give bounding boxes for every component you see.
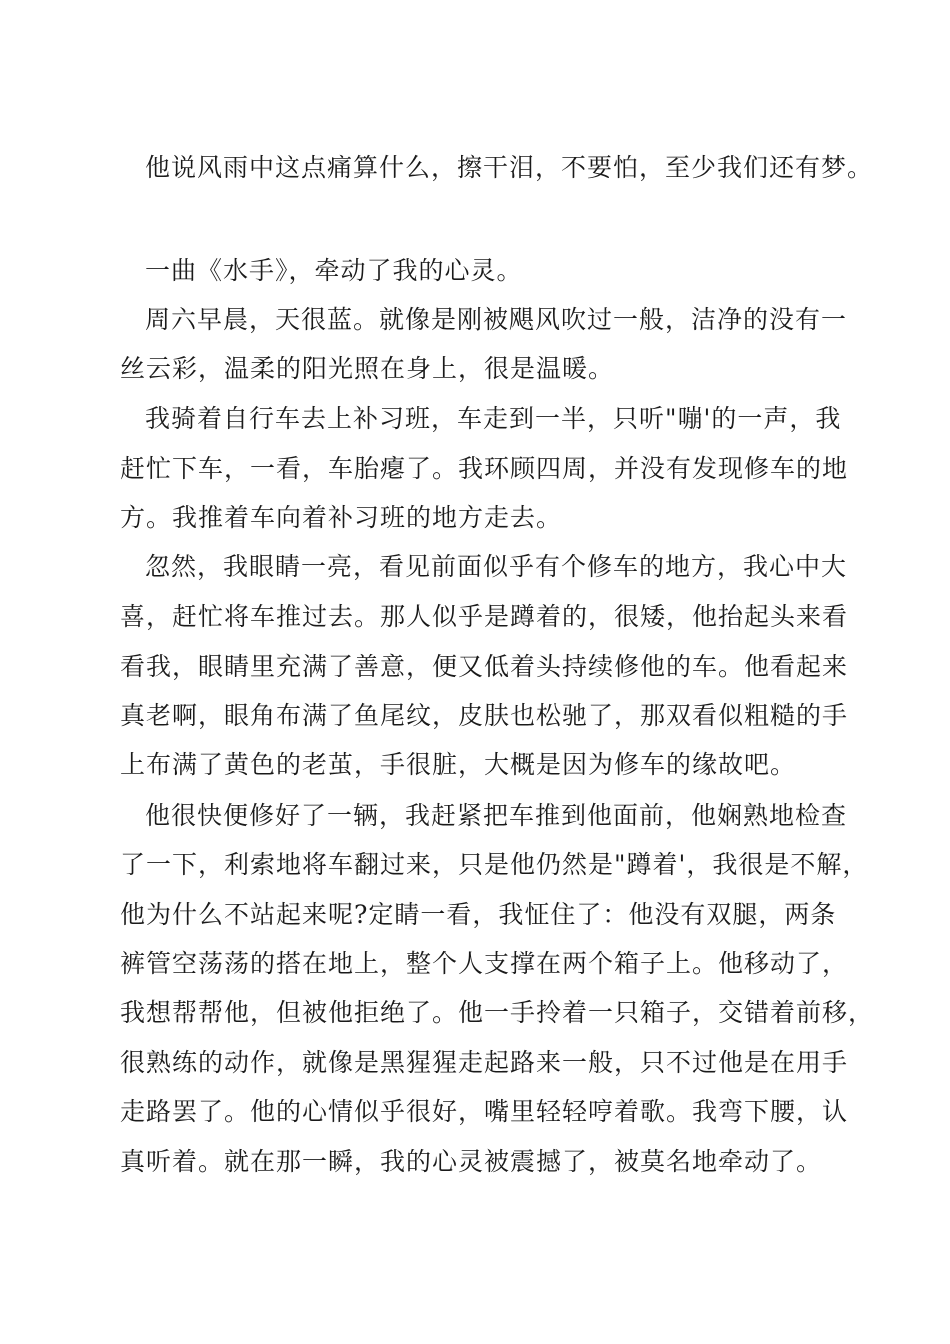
text-line: 我骑着自行车去上补习班，车走到一半，只听"嘣'的一声，我	[145, 404, 842, 433]
text-line: 看我，眼睛里充满了善意，便又低着头持续修他的车。他看起来	[120, 652, 849, 681]
text-line: 真老啊，眼角布满了鱼尾纹，皮肤也松驰了，那双看似粗糙的手	[120, 701, 849, 730]
text-line: 他为什么不站起来呢?定睛一看，我怔住了：他没有双腿，两条	[120, 900, 837, 929]
text-line: 走路罢了。他的心情似乎很好，嘴里轻轻哼着歌。我弯下腰，认	[120, 1097, 849, 1126]
text-line: 裤管空荡荡的搭在地上，整个人支撑在两个箱子上。他移动了，	[120, 949, 849, 978]
text-line: 他说风雨中这点痛算什么，擦干泪，不要怕，至少我们还有梦。	[145, 153, 874, 182]
text-line: 他很快便修好了一辆，我赶紧把车推到他面前，他娴熟地检查	[145, 801, 848, 830]
text-line: 忽然，我眼睛一亮，看见前面似乎有个修车的地方，我心中大	[145, 552, 848, 581]
text-line: 丝云彩，温柔的阳光照在身上，很是温暖。	[120, 354, 615, 383]
text-line: 了一下，利索地将车翻过来，只是他仍然是"蹲着'，我很是不解，	[120, 850, 869, 879]
text-line: 周六早晨，天很蓝。就像是刚被飓风吹过一般，洁净的没有一	[145, 305, 848, 334]
text-line: 真听着。就在那一瞬，我的心灵被震撼了，被莫名地牵动了。	[120, 1147, 823, 1176]
text-line: 一曲《水手》，牵动了我的心灵。	[145, 256, 523, 285]
text-line: 上布满了黄色的老茧，手很脏，大概是因为修车的缘故吧。	[120, 750, 797, 779]
text-line: 喜，赶忙将车推过去。那人似乎是蹲着的，很矮，他抬起头来看	[120, 602, 849, 631]
text-line: 赶忙下车，一看，车胎瘪了。我环顾四周，并没有发现修车的地	[120, 454, 849, 483]
text-line: 我想帮帮他，但被他拒绝了。他一手拎着一只箱子，交错着前移，	[120, 998, 875, 1027]
text-line: 方。我推着车向着补习班的地方走去。	[120, 503, 563, 532]
text-line: 很熟练的动作，就像是黑猩猩走起路来一般，只不过他是在用手	[120, 1048, 849, 1077]
